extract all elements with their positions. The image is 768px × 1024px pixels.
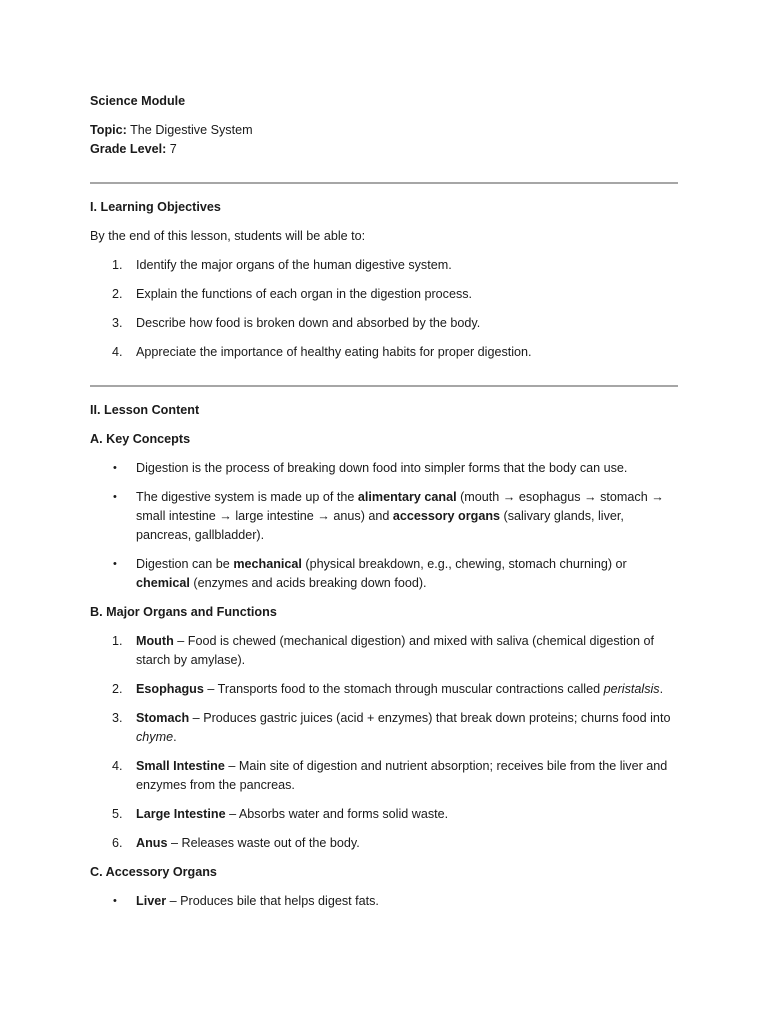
list-number: 4. [112, 345, 123, 359]
list-text: Mouth – Food is chewed (mechanical digestion) and mixed with saliva (chemical digestion of starch by amylase). [136, 634, 654, 667]
list-text: Appreciate the importance of healthy eating habits for proper digestion. [136, 345, 532, 359]
bullet-icon: • [113, 895, 117, 907]
list-text: Small Intestine – Main site of digestion and nutrient absorption; receives bile from the liver and enzymes from the pancreas. [136, 759, 668, 792]
list-number: 1. [112, 634, 123, 648]
objectives-heading: I. Learning Objectives [90, 200, 221, 214]
list-text: Describe how food is broken down and absorbed by the body. [136, 316, 481, 330]
list-number: 6. [112, 836, 123, 850]
divider [90, 182, 678, 184]
list-number: 5. [112, 807, 123, 821]
list-text: Stomach – Produces gastric juices (acid + enzymes) that break down proteins; churns food into chyme. [136, 711, 671, 744]
list-number: 3. [112, 711, 123, 725]
topic-value: The Digestive System [126, 123, 253, 137]
topic-line [90, 121, 253, 140]
bullet-icon: • [113, 491, 117, 503]
list-text: Liver – Produces bile that helps digest fats. [136, 894, 379, 908]
grade-value: 7 [166, 142, 177, 156]
list-number: 2. [112, 287, 123, 301]
grade-label: Grade Level: [90, 142, 167, 156]
list-text: Large Intestine – Absorbs water and forms solid waste. [136, 807, 449, 821]
list-number: 3. [112, 316, 123, 330]
module-title: Science Module [90, 94, 186, 108]
key-concepts-heading: A. Key Concepts [90, 432, 191, 446]
list-text: Identify the major organs of the human digestive system. [136, 258, 452, 272]
organs-heading: B. Major Organs and Functions [90, 605, 277, 619]
list-text: The digestive system is made up of the alimentary canal (mouth → esophagus → stomach → small intestine → large intestine → anus) and accessory organs (salivary glands, liver, pancreas, gallbladder). [136, 490, 664, 542]
list-text: Esophagus – Transports food to the stomach through muscular contractions called peristalsis. [136, 682, 664, 696]
list-text: Digestion can be mechanical (physical breakdown, e.g., chewing, stomach churning) or chemical (enzymes and acids breaking down food). [136, 557, 627, 590]
accessory-heading: C. Accessory Organs [90, 865, 217, 879]
list-number: 4. [112, 759, 123, 773]
bullet-icon: • [113, 462, 117, 474]
bullet-icon: • [113, 558, 117, 570]
list-text: Anus – Releases waste out of the body. [136, 836, 360, 850]
content-heading: II. Lesson Content [90, 403, 200, 417]
topic-label: Topic: [90, 123, 127, 137]
objectives-intro: By the end of this lesson, students will be able to: [90, 229, 366, 243]
list-text: Explain the functions of each organ in the digestion process. [136, 287, 473, 301]
list-text: Digestion is the process of breaking down food into simpler forms that the body can use. [136, 461, 628, 475]
divider [90, 385, 678, 387]
grade-line [90, 140, 177, 159]
list-number: 1. [112, 258, 123, 272]
list-number: 2. [112, 682, 123, 696]
